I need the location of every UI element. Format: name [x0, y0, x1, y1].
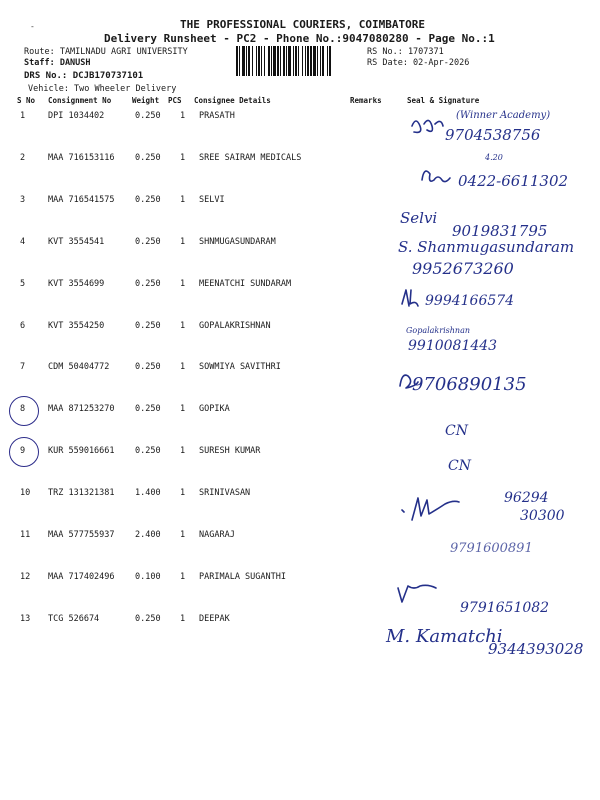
cell-weight: 0.250 — [135, 321, 161, 331]
signature-row-10 — [402, 498, 459, 520]
barcode-bar — [329, 46, 331, 76]
cell-consignee: MEENATCHI SUNDARAM — [199, 279, 292, 289]
cell-sno: 9 — [20, 446, 26, 456]
hw-row-5-phone: 9994166574 — [425, 293, 515, 309]
barcode-bar — [273, 46, 276, 76]
route-label: Route: TAMILNADU AGRI UNIVERSITY — [24, 47, 188, 57]
barcode-bar — [271, 46, 272, 76]
cell-weight: 2.400 — [135, 530, 161, 540]
drs-number: DRS No.: DCJB170737101 — [24, 71, 144, 81]
hw-row-10-phone-a: 96294 — [504, 490, 549, 506]
hw-row-11-phone: 9791600891 — [450, 541, 533, 556]
cell-weight: 0.250 — [135, 195, 161, 205]
cell-weight: 0.250 — [135, 111, 161, 121]
signature-row-2 — [422, 171, 450, 182]
barcode-bar — [239, 46, 240, 76]
cell-sno: 13 — [20, 614, 31, 624]
cell-pcs: 1 — [180, 153, 186, 163]
barcode-bar — [286, 46, 287, 76]
cell-consignment: KVT 3554541 — [48, 237, 105, 247]
hw-row-7-phone: 9706890135 — [412, 374, 527, 395]
barcode-bar — [277, 46, 279, 76]
col-header-remarks: Remarks — [350, 96, 382, 105]
hw-row-1-note: (Winner Academy) — [456, 110, 551, 121]
cell-weight: 0.250 — [135, 279, 161, 289]
cell-sno: 12 — [20, 572, 31, 582]
barcode-bar — [295, 46, 297, 76]
hw-row-9-cn: CN — [448, 458, 471, 474]
col-header-consignment: Consignment No — [48, 96, 112, 105]
barcode-bar — [236, 46, 238, 76]
cell-sno: 8 — [20, 404, 26, 414]
cell-consignee: SOWMIYA SAVITHRI — [199, 362, 281, 372]
barcode-bar — [293, 46, 294, 76]
cell-consignment: MAA 716153116 — [48, 153, 115, 163]
cell-consignment: DPI 1034402 — [48, 111, 105, 121]
barcode-bar — [252, 46, 253, 76]
hw-row-8-cn: CN — [445, 423, 468, 439]
cell-consignee: SHNMUGASUNDARAM — [199, 237, 276, 247]
cell-sno: 10 — [20, 488, 31, 498]
barcode-bar — [298, 46, 299, 76]
cell-weight: 0.250 — [135, 446, 161, 456]
scan-speck: - — [30, 22, 35, 31]
cell-pcs: 1 — [180, 362, 186, 372]
barcode-bar — [317, 46, 318, 76]
cell-weight: 0.100 — [135, 572, 161, 582]
cell-pcs: 1 — [180, 614, 186, 624]
hw-row-13-phone: 9344393028 — [488, 640, 584, 658]
hw-row-4-name: S. Shanmugasundaram — [398, 238, 575, 256]
cell-weight: 0.250 — [135, 237, 161, 247]
cell-pcs: 1 — [180, 572, 186, 582]
company-name: THE PROFESSIONAL COURIERS, COIMBATORE — [180, 18, 426, 31]
cell-consignment: MAA 577755937 — [48, 530, 115, 540]
signature-row-12 — [398, 585, 436, 602]
barcode-bar — [288, 46, 291, 76]
barcode-bar — [302, 46, 303, 76]
barcode-bar — [258, 46, 260, 76]
hw-row-2-small: 4.20 — [485, 153, 503, 162]
col-header-weight: Weight — [132, 96, 160, 105]
cell-consignee: SREE SAIRAM MEDICALS — [199, 153, 302, 163]
cell-sno: 5 — [20, 279, 26, 289]
cell-weight: 1.400 — [135, 488, 161, 498]
hw-row-6-name: Gopalakrishnan — [406, 326, 470, 335]
cell-consignee: SURESH KUMAR — [199, 446, 261, 456]
cell-pcs: 1 — [180, 111, 186, 121]
cell-consignment: KVT 3554250 — [48, 321, 105, 331]
barcode-bar — [320, 46, 321, 76]
cell-sno: 2 — [20, 153, 26, 163]
cell-consignee: NAGARAJ — [199, 530, 235, 540]
cell-consignment: MAA 716541575 — [48, 195, 115, 205]
cell-pcs: 1 — [180, 321, 186, 331]
cell-consignment: MAA 871253270 — [48, 404, 115, 414]
cell-consignment: TRZ 131321381 — [48, 488, 115, 498]
barcode-bar — [305, 46, 306, 76]
vehicle-label: Vehicle: Two Wheeler Delivery — [28, 84, 177, 94]
col-header-sno: S No — [17, 96, 36, 105]
barcode-bar — [242, 46, 245, 76]
cell-consignee: SRINIVASAN — [199, 488, 251, 498]
barcode-bar — [327, 46, 328, 76]
rs-date: RS Date: 02-Apr-2026 — [367, 58, 470, 68]
cell-weight: 0.250 — [135, 153, 161, 163]
cell-consignment: MAA 717402496 — [48, 572, 115, 582]
cell-sno: 11 — [20, 530, 31, 540]
cell-consignee: SELVI — [199, 195, 225, 205]
cell-sno: 7 — [20, 362, 26, 372]
cell-consignee: DEEPAK — [199, 614, 230, 624]
hw-row-4-phone: 9952673260 — [412, 259, 514, 278]
barcode-bar — [280, 46, 281, 76]
barcode-bar — [268, 46, 270, 76]
cell-consignee: GOPALAKRISHNAN — [199, 321, 271, 331]
col-header-consignee: Consignee Details — [194, 96, 271, 105]
hw-row-1-phone: 9704538756 — [445, 126, 541, 144]
staff-label: Staff: DANUSH — [24, 58, 91, 68]
hw-row-3-phone: 9019831795 — [452, 222, 548, 240]
cell-consignment: CDM 50404772 — [48, 362, 110, 372]
barcode-bar — [310, 46, 312, 76]
cell-pcs: 1 — [180, 237, 186, 247]
cell-weight: 0.250 — [135, 404, 161, 414]
hw-row-10-phone-b: 30300 — [520, 508, 565, 524]
barcode-bar — [261, 46, 262, 76]
cell-weight: 0.250 — [135, 362, 161, 372]
barcode-bar — [322, 46, 324, 76]
barcode-bar — [313, 46, 316, 76]
hw-row-13-name: M. Kamatchi — [386, 626, 503, 647]
sno-8-circle-mark — [9, 396, 39, 426]
cell-pcs: 1 — [180, 404, 186, 414]
barcode-bar — [248, 46, 250, 76]
signature-row-7 — [400, 375, 418, 388]
cell-consignee: PRASATH — [199, 111, 235, 121]
cell-sno: 3 — [20, 195, 26, 205]
runsheet-title: Delivery Runsheet - PC2 - Phone No.:9047080280 - Page No.:1 — [104, 32, 495, 45]
rs-number: RS No.: 1707371 — [367, 47, 444, 57]
barcode-bar — [246, 46, 247, 76]
cell-pcs: 1 — [180, 488, 186, 498]
cell-consignment: TCG 526674 — [48, 614, 100, 624]
cell-weight: 0.250 — [135, 614, 161, 624]
barcode-bar — [307, 46, 309, 76]
barcode — [236, 46, 364, 76]
cell-sno: 4 — [20, 237, 26, 247]
col-header-pcs: PCS — [168, 96, 182, 105]
signature-row-1 — [412, 120, 443, 132]
signature-row-5 — [402, 290, 418, 306]
hw-row-6-phone: 9910081443 — [408, 338, 498, 354]
cell-consignment: KUR 559016661 — [48, 446, 115, 456]
cell-consignee: PARIMALA SUGANTHI — [199, 572, 286, 582]
barcode-bar — [283, 46, 285, 76]
cell-sno: 6 — [20, 321, 26, 331]
barcode-bar — [256, 46, 257, 76]
hw-row-3-name: Selvi — [400, 209, 438, 227]
cell-sno: 1 — [20, 111, 26, 121]
hw-row-2-phone: 0422-6611302 — [458, 172, 569, 190]
sno-9-circle-mark — [9, 437, 39, 467]
barcode-bar — [264, 46, 265, 76]
cell-pcs: 1 — [180, 195, 186, 205]
cell-pcs: 1 — [180, 446, 186, 456]
cell-pcs: 1 — [180, 530, 186, 540]
cell-pcs: 1 — [180, 279, 186, 289]
col-header-seal: Seal & Signature — [407, 96, 480, 105]
cell-consignee: GOPIKA — [199, 404, 230, 414]
cell-consignment: KVT 3554699 — [48, 279, 105, 289]
hw-row-12-phone: 9791651082 — [460, 600, 550, 616]
